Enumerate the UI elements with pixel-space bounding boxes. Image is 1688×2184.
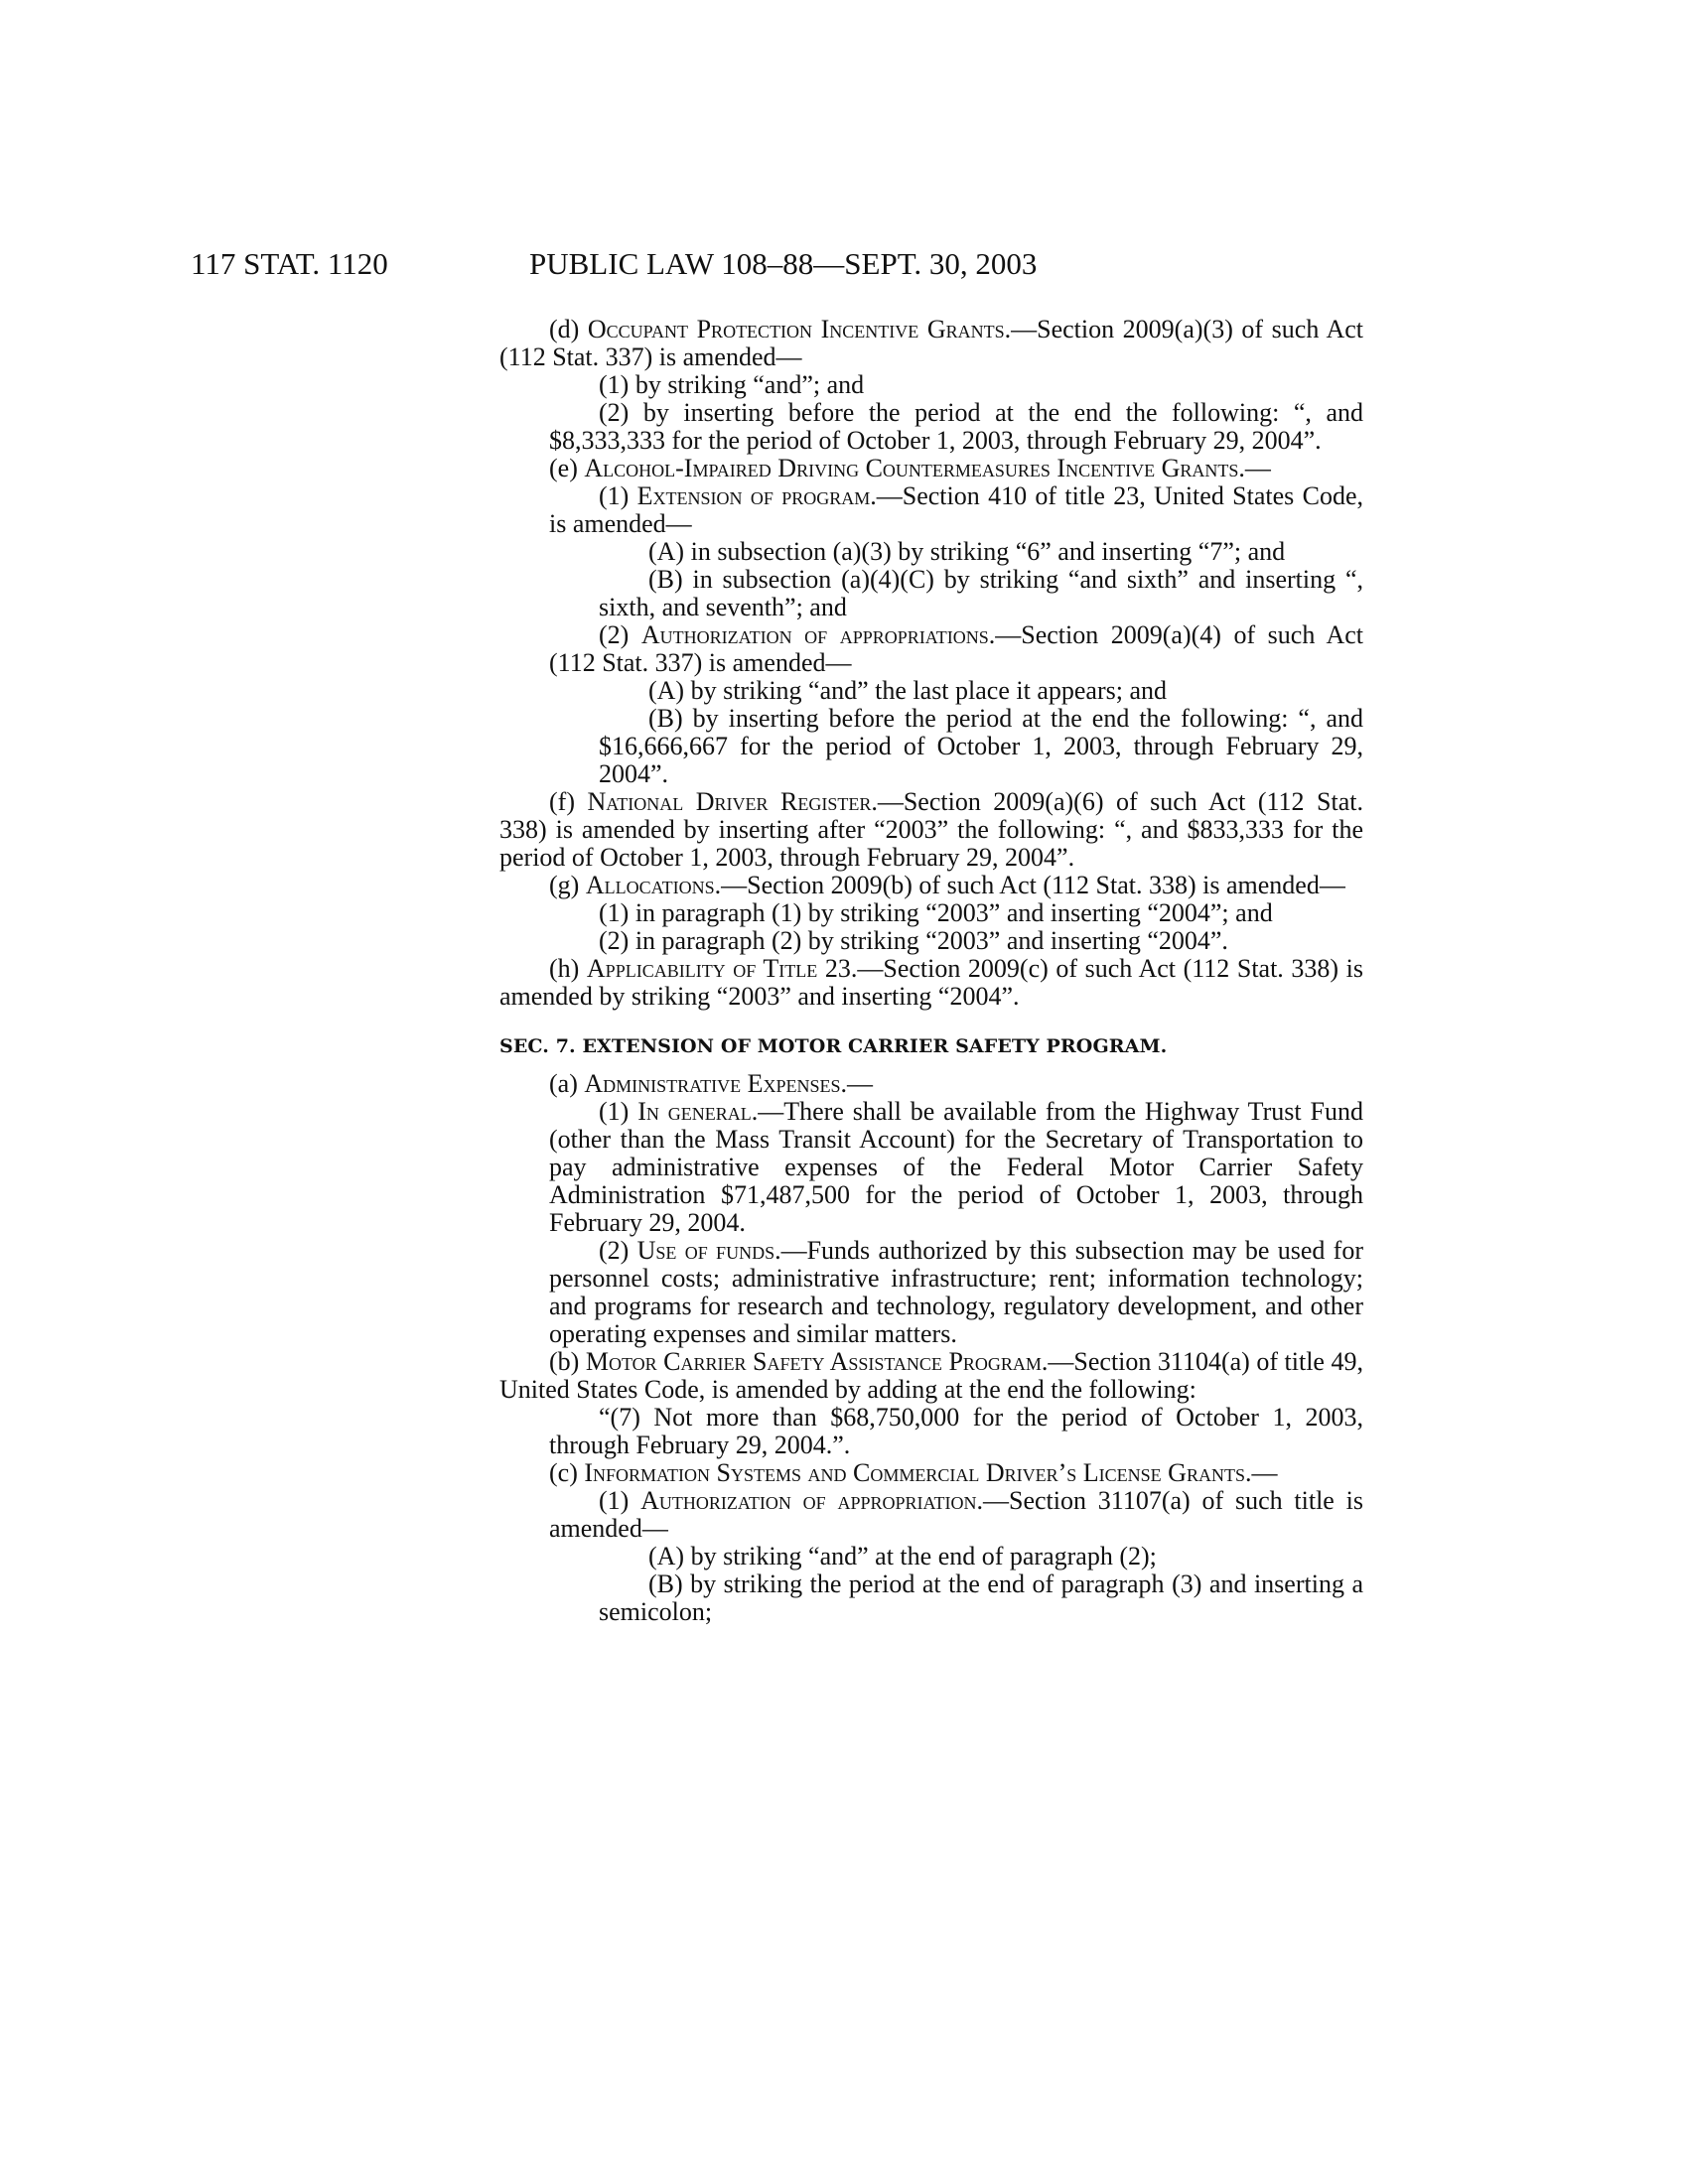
page-header [0, 246, 1688, 286]
section-7-subsection-c-paragraph-1-A: (A) by striking “and” at the end of paragraph (2); [648, 1542, 1157, 1570]
document-body [499, 316, 1363, 1626]
subsection-g-heading: Allocations. [585, 871, 722, 899]
section-7-subsection-a: (a) Administrative Expenses.— [549, 1069, 874, 1098]
subsection-e-paragraph-1: (1) Extension of program.—Section 410 of title 23, United States Code, is amended— [549, 481, 1363, 538]
stat-citation: 117 STAT. 1120 [191, 246, 388, 281]
subsection-d-paragraph-2: (2) by inserting before the period at the end the following: “, and $8,333,333 for the period of October 1, 2003, through February 29, 2004”. [549, 398, 1363, 455]
subsection-e-heading: Alcohol-Impaired Driving Countermeasures Incentive Grants. [584, 454, 1245, 482]
subsection-g-paragraph-2: (2) in paragraph (2) by striking “2003” and inserting “2004”. [599, 926, 1228, 955]
subsection-h-heading: Applicability of Title 23. [586, 954, 858, 983]
section-7-subsection-c-paragraph-1: (1) Authorization of appropriation.—Section 31107(a) of such title is amended— [549, 1486, 1363, 1543]
subsection-g: (g) Allocations.—Section 2009(b) of such Act (112 Stat. 338) is amended— [549, 871, 1345, 899]
subsection-d: (d) Occupant Protection Incentive Grants.—Section 2009(a)(3) of such Act (112 Stat. 337) is amended— [499, 315, 1363, 371]
section-7-subsection-a-paragraph-2: (2) Use of funds.—Funds authorized by this subsection may be used for personnel costs; administrative infrastructure; rent; information technology; and programs for research and technology, regulatory development, and other operating expenses and similar matters. [549, 1236, 1363, 1348]
subsection-d-heading: Occupant Protection Incentive Grants. [587, 315, 1012, 343]
section-7-subsection-b-quote: “(7) Not more than $68,750,000 for the period of October 1, 2003, through February 29, 2004.”. [549, 1403, 1363, 1459]
section-7-subsection-c: (c) Information Systems and Commercial Driver’s License Grants.— [549, 1458, 1278, 1487]
subsection-e-paragraph-1-B: (B) in subsection (a)(4)(C) by striking “and sixth” and inserting “, sixth, and seventh”; and [599, 565, 1363, 621]
section-7-subsection-b: (b) Motor Carrier Safety Assistance Program.—Section 31104(a) of title 49, United States Code, is amended by adding at the end the following: [499, 1347, 1363, 1404]
subsection-h: (h) Applicability of Title 23.—Section 2009(c) of such Act (112 Stat. 338) is amended by striking “2003” and inserting “2004”. [499, 954, 1363, 1011]
section-7-subsection-c-paragraph-1-B: (B) by striking the period at the end of paragraph (3) and inserting a semicolon; [599, 1570, 1363, 1626]
public-law-title: PUBLIC LAW 108–88—SEPT. 30, 2003 [529, 246, 1038, 281]
subsection-g-paragraph-1: (1) in paragraph (1) by striking “2003” and inserting “2004”; and [599, 898, 1273, 927]
subsection-e: (e) Alcohol-Impaired Driving Countermeasures Incentive Grants.— [549, 454, 1271, 482]
subsection-f: (f) National Driver Register.—Section 2009(a)(6) of such Act (112 Stat. 338) is amended by inserting after “2003” the following: “, and $833,333 for the period of October 1, 2003, through February 29, 2004”. [499, 787, 1363, 872]
subsection-e-paragraph-2: (2) Authorization of appropriations.—Section 2009(a)(4) of such Act (112 Stat. 337) is amended— [549, 620, 1363, 677]
subsection-e-paragraph-1-A: (A) in subsection (a)(3) by striking “6” and inserting “7”; and [648, 537, 1286, 566]
subsection-f-heading: National Driver Register. [587, 787, 878, 816]
section-7-heading: SEC. 7. EXTENSION OF MOTOR CARRIER SAFETY PROGRAM. [499, 1035, 1168, 1057]
section-7-subsection-a-paragraph-1: (1) In general.—There shall be available from the Highway Trust Fund (other than the Mass Transit Account) for the Secretary of Transportation to pay administrative expenses of the Federal Motor Carrier Safety Administration $71,487,500 for the period of October 1, 2003, through February 29, 2004. [549, 1097, 1363, 1237]
subsection-d-paragraph-1: (1) by striking “and”; and [599, 370, 865, 399]
subsection-e-paragraph-2-A: (A) by striking “and” the last place it appears; and [648, 676, 1167, 705]
subsection-e-paragraph-2-B: (B) by inserting before the period at the end the following: “, and $16,666,667 for the period of October 1, 2003, through February 29, 2004”. [599, 704, 1363, 788]
